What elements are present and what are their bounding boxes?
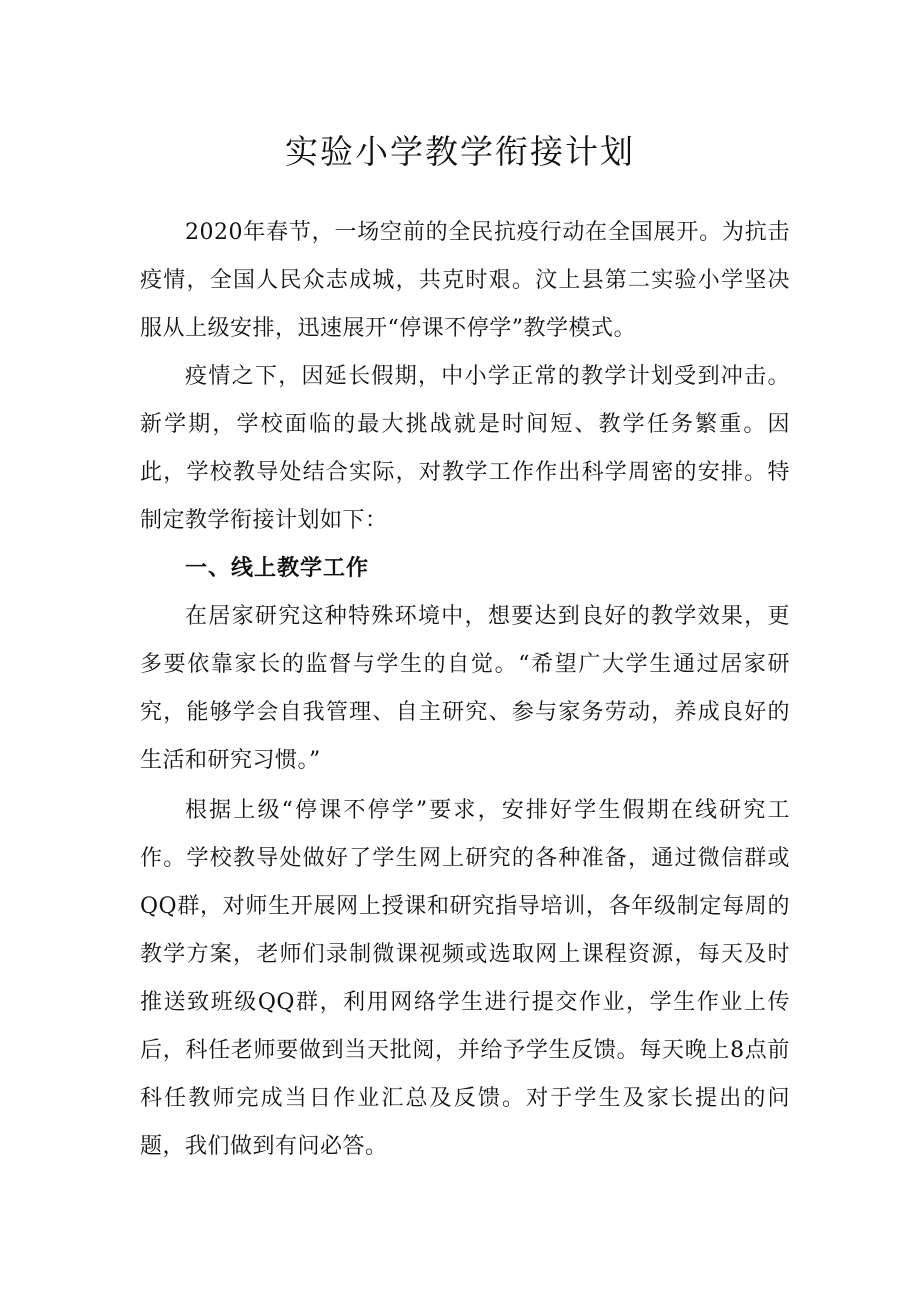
paragraph-home-study: 在居家研究这种特殊环境中，想要达到良好的教学效果，更多要依靠家长的监督与学生的自觉。“希望广大学生通过居家研究，能够学会自我管理、自主研究、参与家务劳动，养成良好的生活和研究习惯。” — [140, 604, 790, 773]
paragraph-intro: 2020年春节，一场空前的全民抗疫行动在全国展开。为抗击疫情，全国人民众志成城，共克时艰。汶上县第二实验小学坚决服从上级安排，迅速展开“停课不停学”教学模式。 — [140, 220, 790, 341]
section-heading-online-teaching: 一、线上教学工作 — [185, 556, 370, 581]
paragraph-online-arrangement: 根据上级“停课不停学”要求，安排好学生假期在线研究工作。学校教导处做好了学生网上研究的各种准备，通过微信群或QQ群，对师生开展网上授课和研究指导培训，各年级制定每周的教学方案，老师们录制微课视频或选取网上课程资源，每天及时推送致班级QQ群，利用网络学生进行提交作业，学生作业上传后，科任老师要做到当天批阅，并给予学生反馈。每天晚上8点前科任教师完成当日作业汇总及反馈。对于学生及家长提出的问题，我们做到有问必答。 — [140, 798, 790, 1159]
document-title: 实验小学教学衔接计划 — [285, 132, 635, 171]
paragraph-context: 疫情之下，因延长假期，中小学正常的教学计划受到冲击。新学期，学校面临的最大挑战就是时间短、教学任务繁重。因此，学校教导处结合实际，对教学工作作出科学周密的安排。特制定教学衔接计划如下： — [140, 364, 790, 533]
